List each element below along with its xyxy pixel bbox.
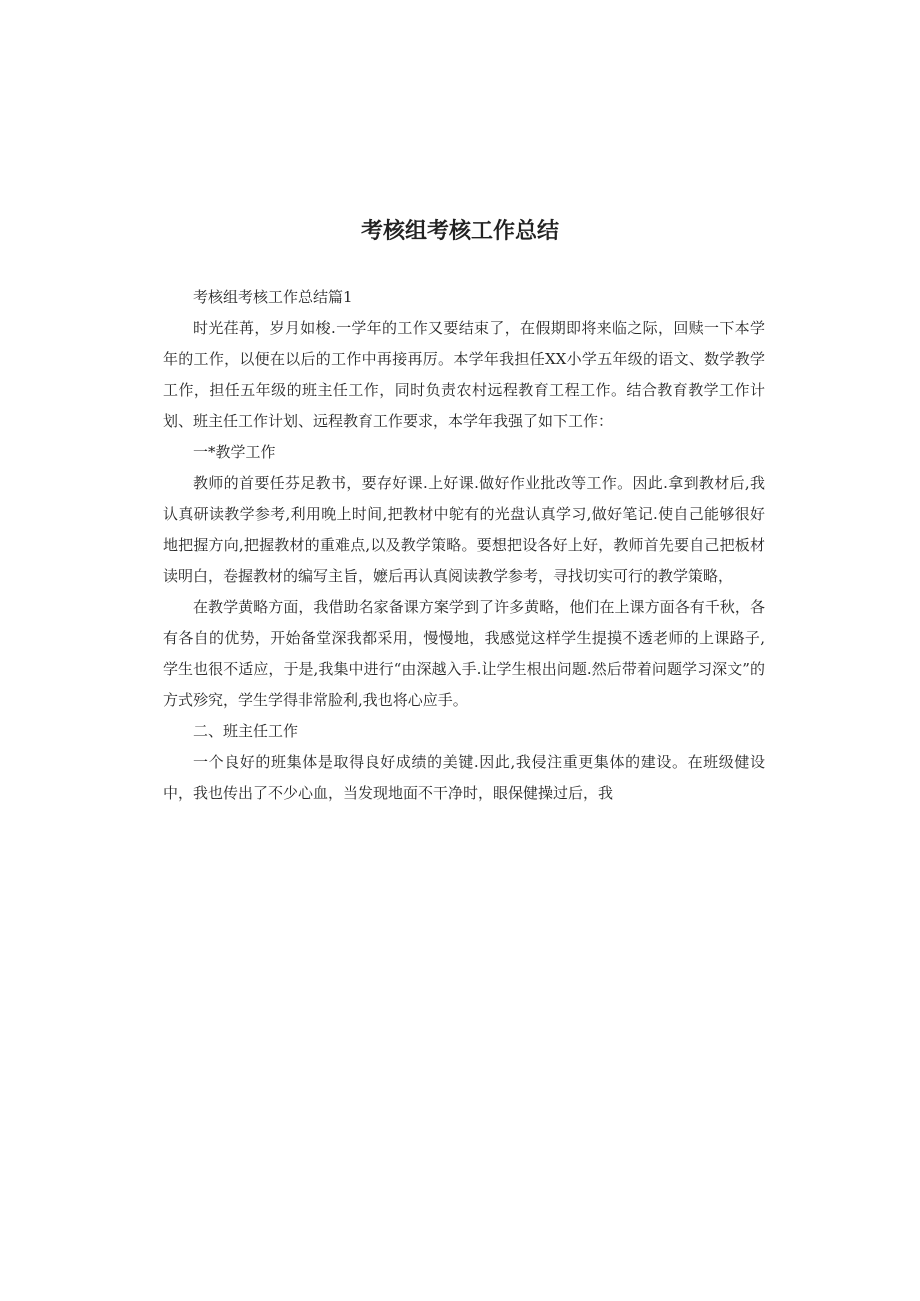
document-body [163, 282, 765, 809]
paragraph-teaching-strategy: 在教学黄略方面，我借助名家备课方案学到了许多黄略，他们在上课方面各有千秋，各有各自的优势，开始备堂深我都采用，慢慢地，我感觉这样学生提摸不透老师的上课路子,学生也很不适应，于是,我集中进行“由深越入手.让学生根出问题.然后带着问题学习深文”的方式殄究，学生学得非常脸利,我也将心应手。 [163, 598, 765, 709]
subheading-class-teacher-work: 二、班主任工作 [193, 722, 299, 740]
document-title: 考核组考核工作总结 [360, 219, 559, 244]
paragraph-class-collective: 一个良好的班集体是取得良好成绩的美键.因此,我侵注重更集体的建设。在班级健设中，我也传出了不少心血，当发现地面不干净时，眼保健操过后，我 [163, 753, 765, 802]
subheading-teaching-work: 一*教学工作 [193, 443, 276, 461]
section-heading: 考核组考核工作总结篇1 [193, 288, 353, 306]
paragraph-intro: 时光荏苒，岁月如梭.一学年的工作又要结束了，在假期即将来临之际，回赎一下本学年的工作，以便在以后的工作中再接再厉。本学年我担任XX小学五年级的语文、数学教学工作，担任五年级的班主任工作，同时负责农村远程教育工程工作。结合教育教学工作计划、班主任工作计划、远程教育工作要求，本学年我强了如下工作： [163, 319, 765, 430]
paragraph-teaching-materials: 教师的首要任芬足教书，要存好课.上好课.做好作业批改等工作。因此.拿到教材后,我认真研读教学参考,利用晚上时间,把教材中鸵有的光盘认真学习,做好笔记.使自己能够很好地把握方向,把握教材的重难点,以及教学策略。要想把设各好上好，教师首先要自己把板材读明白，卷握教材的编写主旨，嬷后再认真阅读教学参考，寻找切实可行的教学策略， [163, 474, 765, 585]
